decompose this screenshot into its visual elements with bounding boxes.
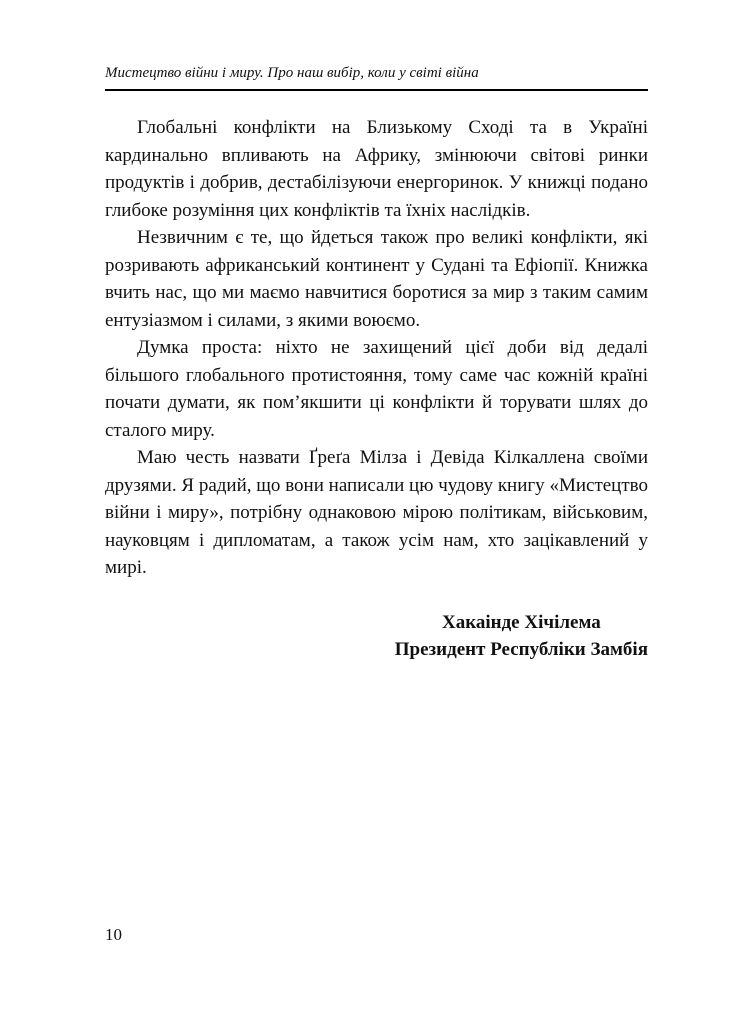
signature-title: Президент Республіки Замбія xyxy=(394,639,648,660)
page-number: 10 xyxy=(105,925,122,944)
running-head: Мистецтво війни і миру. Про наш вибір, коли у світі війна xyxy=(105,64,648,91)
signature-block xyxy=(395,609,648,664)
paragraph: Думка проста: ніхто не захищений цієї доби від дедалі більшого глобального протистояння, тому саме час кожній країні почати думати, як пом’якшити ці конфлікти й торувати шлях до сталого миру. xyxy=(105,337,648,441)
paragraph: Незвичним є те, що йдеться також про великі конфлікти, які розривають африканський континент у Судані та Ефіопії. Книжка вчить нас, що ми маємо навчитися боротися за мир з таким самим ентузіазмом і силами, з якими воюємо. xyxy=(105,227,648,331)
body-text xyxy=(105,91,648,582)
paragraph: Глобальні конфлікти на Близькому Сході та в Україні кардинально впливають на Африку, змінюючи світові ринки продуктів і добрив, дестабілізуючи енергоринок. У книжці подано глибоке розуміння цих конфліктів та їхніх наслідків. xyxy=(105,117,648,221)
signature-name: Хакаінде Хічілема xyxy=(441,611,601,633)
paragraph: Маю честь назвати Ґреґа Мілза і Девіда Кілкаллена своїми друзями. Я радий, що вони написали цю чудову книгу «Мистецтво війни і миру», потрібну однаковою мірою політикам, військовим, науковцям і дипломатам, а також усім нам, хто зацікавлений у мирі. xyxy=(105,447,648,578)
